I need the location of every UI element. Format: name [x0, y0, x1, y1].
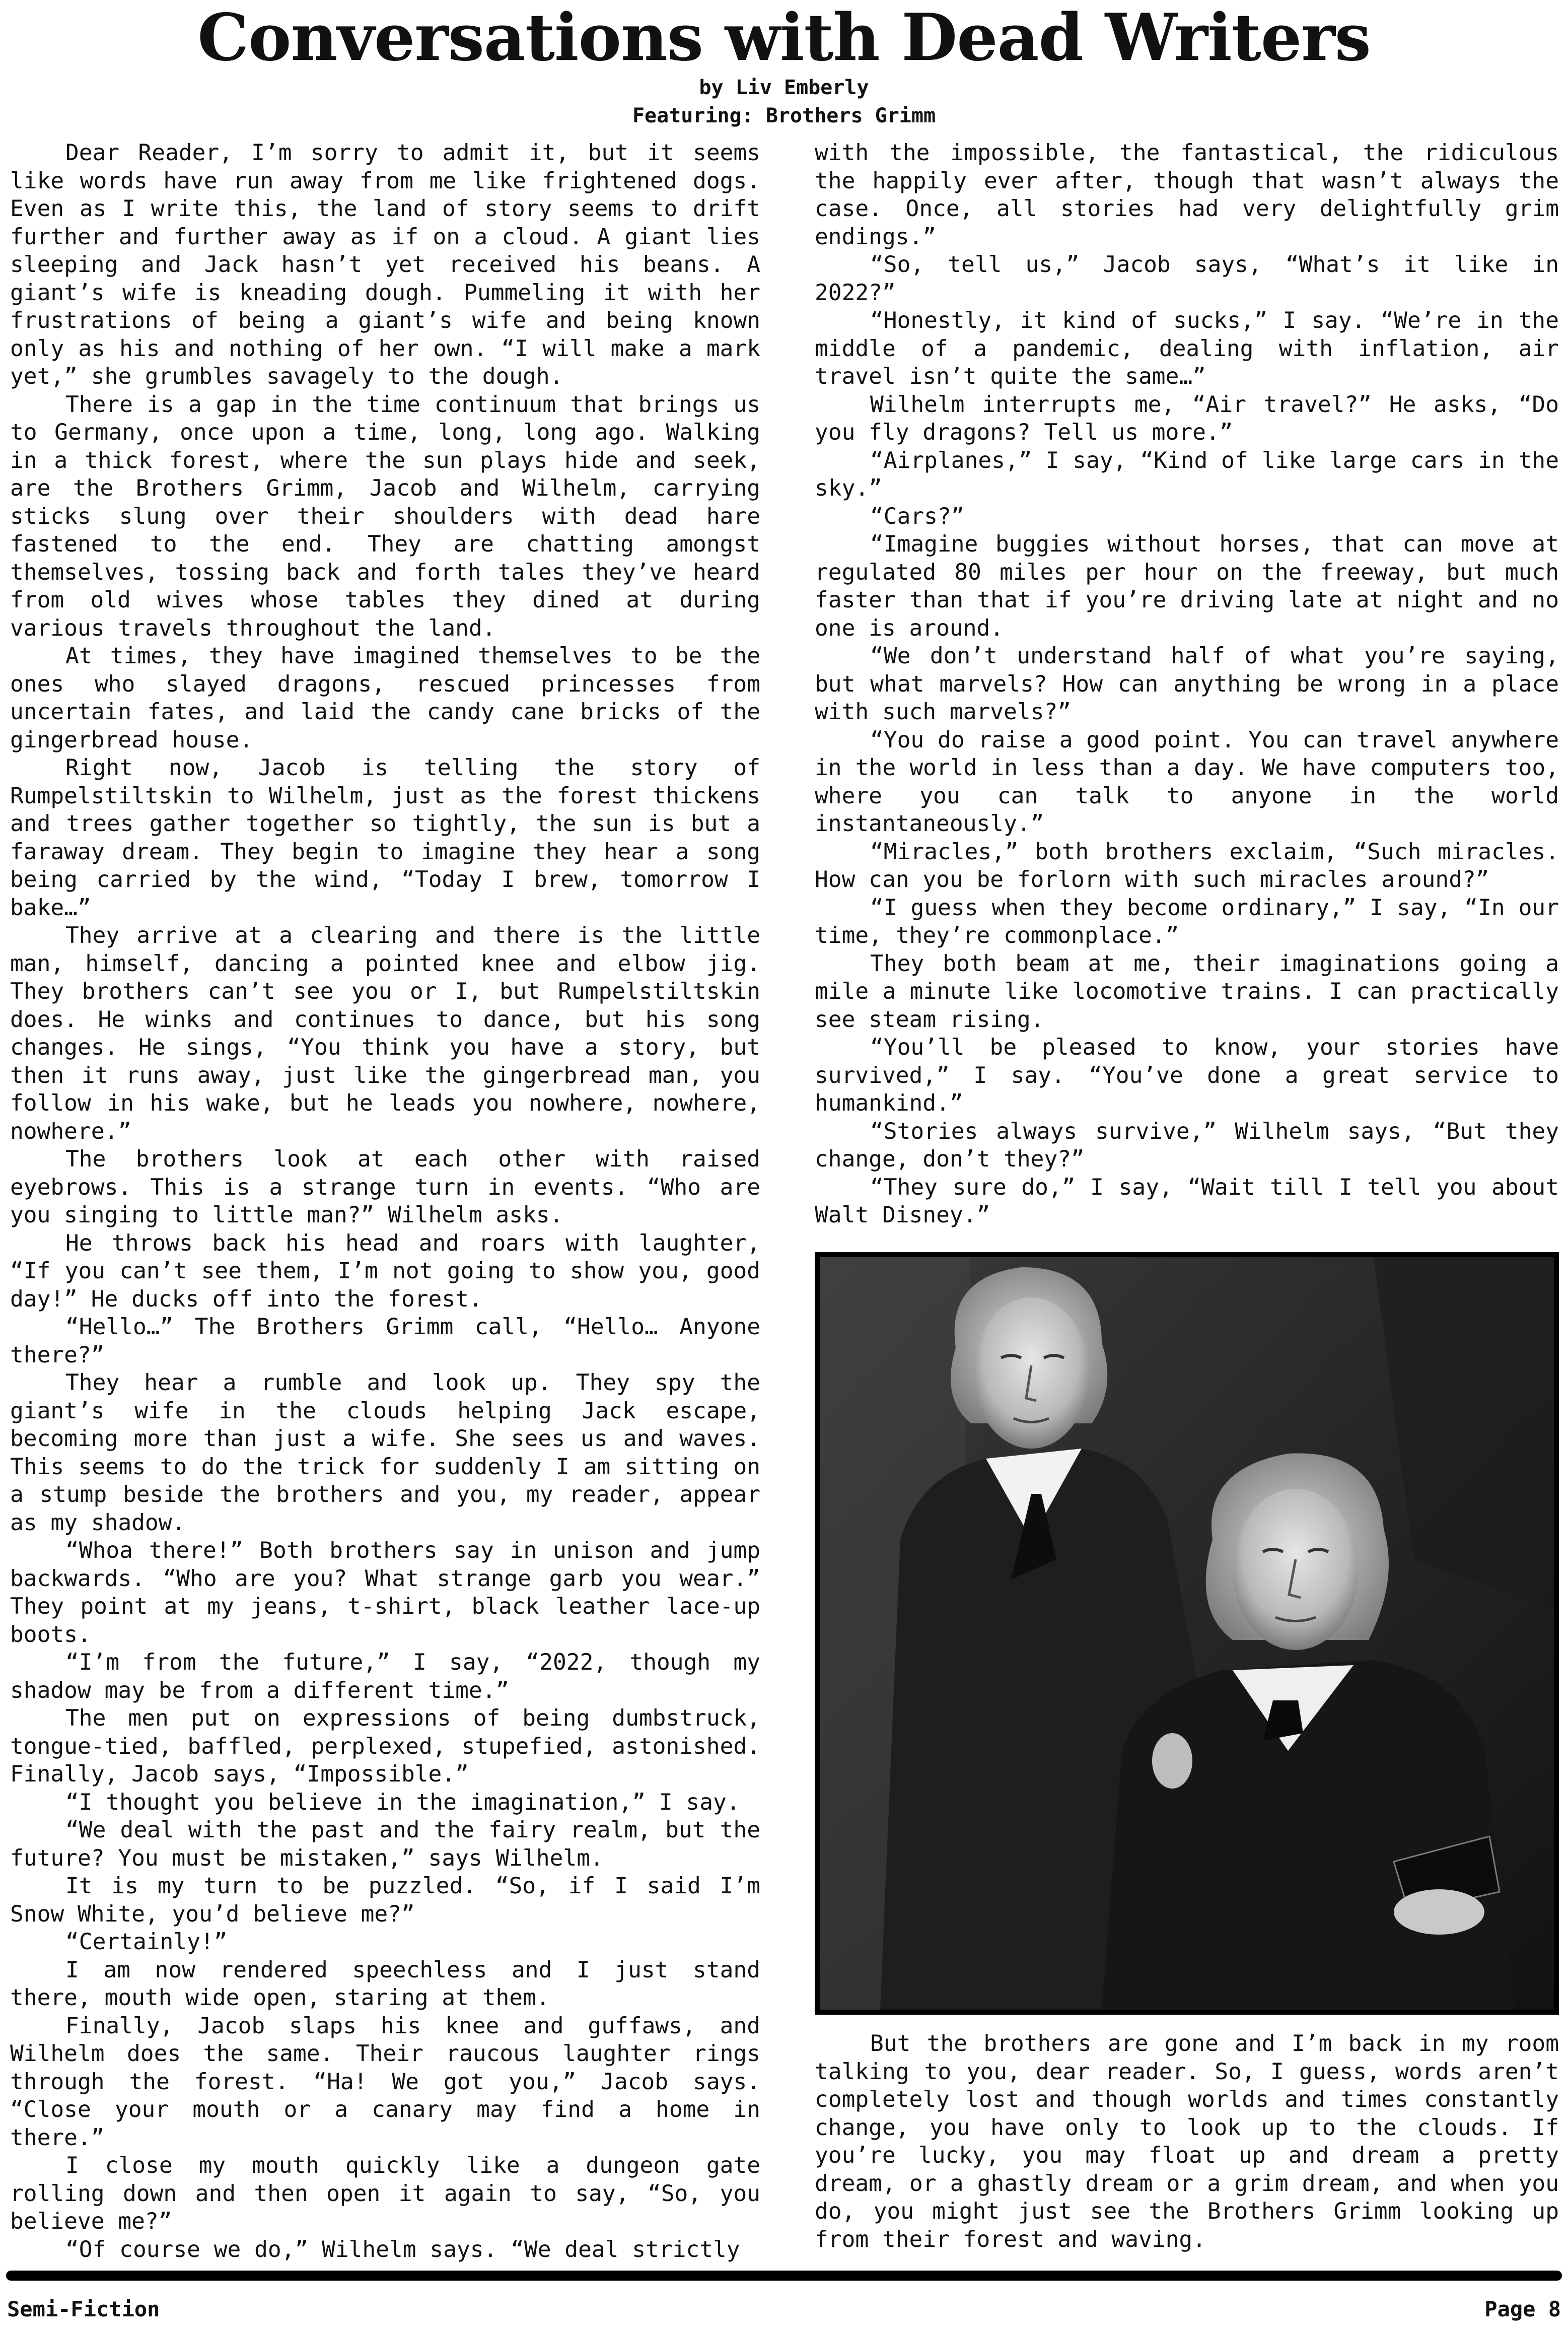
paragraph: “I’m from the future,” I say, “2022, though my shadow may be from a different time.” — [10, 1650, 760, 1703]
paragraph: At times, they have imagined themselves to be the ones who slayed dragons, rescued princesses from uncertain fates, and laid the candy cane bricks of the gingerbread house. — [10, 643, 760, 753]
paragraph: Wilhelm interrupts me, “Air travel?” He asks, “Do you fly dragons? Tell us more.” — [815, 391, 1559, 445]
paragraph: He throws back his head and roars with laughter, “If you can’t see them, I’m not going to show you, good day!” He ducks off into the forest. — [10, 1230, 760, 1312]
paragraph: “I thought you believe in the imagination,” I say. — [65, 1789, 740, 1815]
article-title: Conversations with Dead Writers — [197, 0, 1371, 76]
paragraph: “We deal with the past and the fairy realm, but the future? You must be mistaken,” says Wilhelm. — [10, 1817, 760, 1871]
paragraph: “Airplanes,” I say, “Kind of like large cars in the sky.” — [815, 447, 1559, 501]
featuring-line: Featuring: Brothers Grimm — [632, 104, 936, 127]
paragraph: “Honestly, it kind of sucks,” I say. “We’re in the middle of a pandemic, dealing with inflation, air travel isn’t quite the same…” — [815, 308, 1559, 389]
byline: by Liv Emberly — [699, 76, 869, 99]
paragraph: I close my mouth quickly like a dungeon gate rolling down and then open it again to say, “So, you believe me?” — [10, 2153, 760, 2234]
paragraph: “Miracles,” both brothers exclaim, “Such miracles. How can you be forlorn with such miracles around?” — [815, 839, 1559, 893]
paragraph: Dear Reader, I’m sorry to admit it, but it seems like words have run away from me like frightened dogs. Even as I write this, the land of story seems to drift further and further away as if on a cloud. A giant lies sleeping and Jack hasn’t yet received his beans. A giant’s wife is kneading dough. Pummeling it with her frustrations of being a giant’s wife and being known only as his and nothing of her own. “I will make a mark yet,” she grumbles savagely to the dough. — [10, 140, 760, 389]
paragraph: There is a gap in the time continuum that brings us to Germany, once upon a time, long, long ago. Walking in a thick forest, where the sun plays hide and seek, are the Brothers Grimm, Jacob and Wilhelm, carrying sticks slung over their shoulders with dead hare fastened to the end. They are chatting amongst themselves, tossing back and forth tales they’ve heard from old wives whose tables they dined at during various travels throughout the land. — [10, 391, 760, 641]
paragraph: The brothers look at each other with raised eyebrows. This is a strange turn in events. “Who are you singing to little man?” Wilhelm asks. — [10, 1146, 760, 1228]
paragraph: They both beam at me, their imaginations going a mile a minute like locomotive trains. I can practically see steam rising. — [815, 950, 1559, 1033]
paragraph: “Whoa there!” Both brothers say in unison and jump backwards. “Who are you? What strange garb you wear.” They point at my jeans, t-shirt, black leather lace-up boots. — [10, 1538, 760, 1648]
paragraph: with the impossible, the fantastical, the ridiculous the happily ever after, though that wasn’t always the case. Once, all stories had very delightfully grim endings.” — [815, 140, 1559, 250]
paragraph: “You’ll be pleased to know, your stories have survived,” I say. “You’ve done a great service to humankind.” — [815, 1035, 1559, 1116]
paragraph: “Certainly!” — [65, 1929, 228, 1955]
paragraph: “Imagine buggies without horses, that can move at regulated 80 miles per hour on the freeway, but much faster than that if you’re driving late at night and no one is around. — [815, 531, 1559, 641]
paragraph: It is my turn to be puzzled. “So, if I said I’m Snow White, you’d believe me?” — [10, 1873, 760, 1927]
paragraph: “They sure do,” I say, “Wait till I tell you about Walt Disney.” — [815, 1174, 1559, 1228]
right-column — [815, 139, 1559, 1229]
paragraph: Right now, Jacob is telling the story of Rumpelstiltskin to Wilhelm, just as the forest thickens and trees gather together so tightly, the sun is but a faraway dream. They begin to imagine they hear a song being carried by the wind, “Today I brew, tomorrow I bake…” — [10, 755, 760, 921]
paragraph: But the brothers are gone and I’m back in my room talking to you, dear reader. So, I guess, words aren’t completely lost and though worlds and times constantly change, you have only to look up to the clouds. If you’re lucky, you may float up and dream a pretty dream, or a ghastly dream or a grim dream, and when you do, you might just see the Brothers Grimm looking up from their forest and waving. — [815, 2031, 1559, 2252]
paragraph: I am now rendered speechless and I just stand there, mouth wide open, staring at them. — [10, 1957, 760, 2011]
footer-section-label: Semi-Fiction — [7, 2297, 160, 2321]
paragraph: Finally, Jacob slaps his knee and guffaws, and Wilhelm does the same. Their raucous laughter rings through the forest. “Ha! We got you,” Jacob says. “Close your mouth or a canary may find a home in there.” — [10, 2013, 760, 2151]
paragraph: “Of course we do,” Wilhelm says. “We deal strictly — [65, 2236, 740, 2263]
paragraph: “Stories always survive,” Wilhelm says, “But they change, don’t they?” — [815, 1118, 1559, 1172]
right-column-closing — [815, 2030, 1559, 2253]
paragraph: “So, tell us,” Jacob says, “What’s it like in 2022?” — [815, 252, 1559, 306]
paragraph: “Hello…” The Brothers Grimm call, “Hello… Anyone there?” — [10, 1314, 760, 1368]
paragraph: They hear a rumble and look up. They spy the giant’s wife in the clouds helping Jack escape, becoming more than just a wife. She sees us and waves. This seems to do the trick for suddenly I am sitting on a stump beside the brothers and you, my reader, appear as my shadow. — [10, 1370, 760, 1536]
left-column — [10, 139, 760, 2264]
paragraph: “You do raise a good point. You can travel anywhere in the world in less than a day. We have computers too, where you can talk to anyone in the world instantaneously.” — [815, 727, 1559, 837]
brothers-grimm-photo — [815, 1252, 1559, 2015]
paragraph: “We don’t understand half of what you’re saying, but what marvels? How can anything be wrong in a place with such marvels?” — [815, 643, 1559, 725]
page-number: Page 8 — [1484, 2297, 1561, 2321]
paragraph: “I guess when they become ordinary,” I say, “In our time, they’re commonplace.” — [815, 895, 1559, 948]
footer-rule — [6, 2271, 1562, 2281]
paragraph: They arrive at a clearing and there is the little man, himself, dancing a pointed knee and elbow jig. They brothers can’t see you or I, but Rumpelstiltskin does. He winks and continues to dance, but his song changes. He sings, “You think you have a story, but then it runs away, just like the gingerbread man, you follow in his wake, but he leads you nowhere, nowhere, nowhere.” — [10, 923, 760, 1144]
paragraph: The men put on expressions of being dumbstruck, tongue-tied, baffled, perplexed, stupefied, astonished. Finally, Jacob says, “Impossible.” — [10, 1705, 760, 1787]
paragraph: “Cars?” — [870, 503, 965, 529]
